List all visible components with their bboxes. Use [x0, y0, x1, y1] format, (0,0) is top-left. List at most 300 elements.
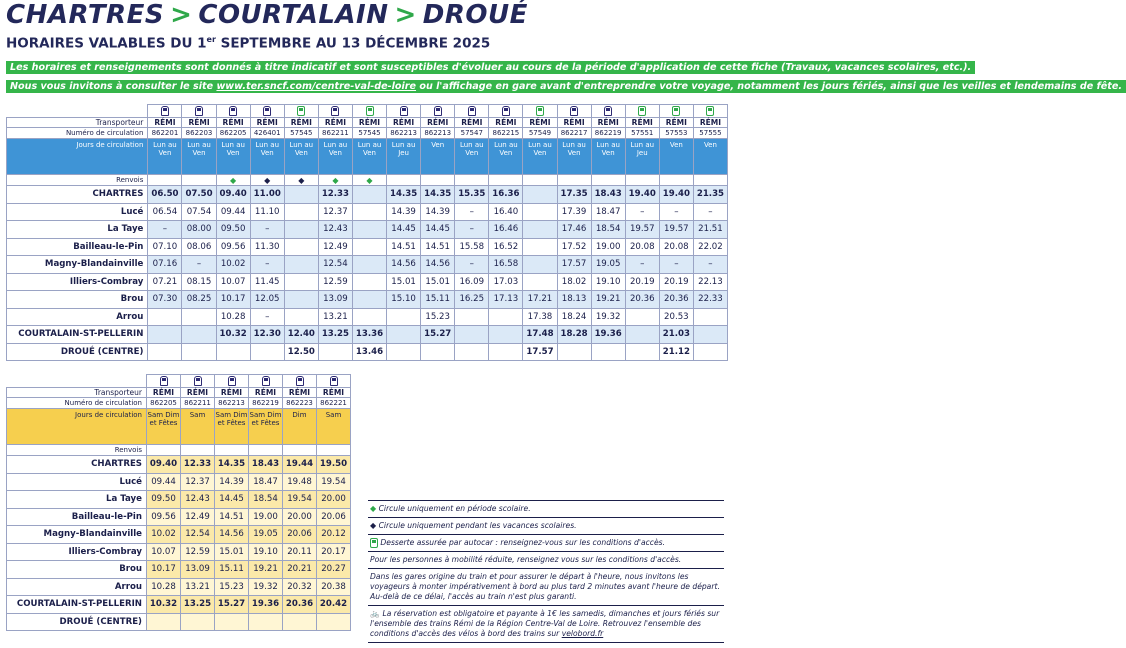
departure-time: –	[659, 203, 693, 221]
carrier-cell: RÉMI	[625, 118, 659, 128]
train-icon	[330, 376, 338, 386]
station-row	[7, 291, 728, 309]
departure-time: 20.38	[317, 578, 351, 596]
departure-time	[284, 273, 318, 291]
departure-time: 08.25	[182, 291, 216, 309]
carrier-row	[7, 388, 351, 398]
days-cell: Ven	[693, 139, 727, 175]
departure-time: 14.35	[421, 186, 455, 204]
departure-time: 09.50	[216, 221, 250, 239]
train-number-cell: 862201	[148, 128, 182, 139]
velobord-link[interactable]: velobord.fr	[561, 629, 604, 638]
train-number-row	[7, 398, 351, 409]
days-cell: Lun au Ven	[352, 139, 386, 175]
departure-time	[148, 308, 182, 326]
carrier-cell: RÉMI	[216, 118, 250, 128]
departure-time	[352, 308, 386, 326]
departure-time: 14.39	[421, 203, 455, 221]
validity-text: HORAIRES VALABLES DU 1	[6, 35, 207, 52]
departure-time	[249, 613, 283, 631]
station-name: Lucé	[7, 473, 147, 491]
train-icon	[195, 106, 203, 116]
departure-time	[284, 203, 318, 221]
departure-time: 20.36	[659, 291, 693, 309]
departure-time	[284, 256, 318, 274]
departure-time	[182, 326, 216, 344]
note-black	[368, 517, 724, 534]
train-icon	[161, 106, 169, 116]
departure-time: 20.19	[659, 273, 693, 291]
train-number-cell: 862219	[249, 398, 283, 409]
departure-time: 16.58	[489, 256, 523, 274]
green-diamond-icon: ◆	[332, 175, 339, 185]
departure-time: 12.43	[181, 491, 215, 509]
departure-time: 15.27	[215, 596, 249, 614]
station-row	[7, 186, 728, 204]
carrier-cell: RÉMI	[250, 118, 284, 128]
days-cell: Lun au Ven	[216, 139, 250, 175]
carrier-cell: RÉMI	[182, 118, 216, 128]
days-cell: Lun au Ven	[489, 139, 523, 175]
departure-time: 15.10	[387, 291, 421, 309]
departure-time	[523, 186, 557, 204]
renvois-cell	[455, 175, 489, 186]
departure-time: 17.21	[523, 291, 557, 309]
train-number-cell: 862213	[215, 398, 249, 409]
departure-time	[147, 613, 181, 631]
departure-time	[181, 613, 215, 631]
renvois-cell	[625, 175, 659, 186]
renvois-row	[7, 445, 351, 456]
departure-time: 14.56	[387, 256, 421, 274]
train-icon	[160, 376, 168, 386]
mode-cell	[591, 105, 625, 118]
departure-time: –	[659, 256, 693, 274]
departure-time: –	[693, 256, 727, 274]
train-icon	[228, 376, 236, 386]
renvois-cell	[215, 445, 249, 456]
departure-time: 14.35	[387, 186, 421, 204]
departure-time: 06.54	[148, 203, 182, 221]
mode-icon-row	[7, 375, 351, 388]
note-text: Circule uniquement pendant les vacances scolaires.	[378, 521, 577, 530]
departure-time: 12.30	[250, 326, 284, 344]
departure-time	[523, 273, 557, 291]
station-row	[7, 543, 351, 561]
station-row	[7, 273, 728, 291]
departure-time: 19.00	[591, 238, 625, 256]
departure-time: 10.07	[216, 273, 250, 291]
departure-time	[455, 308, 489, 326]
carrier-cell: RÉMI	[557, 118, 591, 128]
departure-time	[387, 326, 421, 344]
departure-time: 09.40	[216, 186, 250, 204]
train-icon	[331, 106, 339, 116]
station-name: Bailleau-le-Pin	[7, 508, 147, 526]
departure-time: 07.21	[148, 273, 182, 291]
departure-time: 09.44	[216, 203, 250, 221]
days-cell: Lun au Ven	[523, 139, 557, 175]
departure-time: 17.57	[557, 256, 591, 274]
departure-time: 20.42	[317, 596, 351, 614]
departure-time	[352, 221, 386, 239]
departure-time	[352, 203, 386, 221]
train-number-cell: 57547	[455, 128, 489, 139]
carrier-cell: RÉMI	[147, 388, 181, 398]
note-bus	[368, 534, 724, 551]
departure-time: 09.50	[147, 491, 181, 509]
departure-time	[284, 221, 318, 239]
station-row	[7, 256, 728, 274]
renvois-cell	[284, 175, 318, 186]
departure-time: 19.32	[249, 578, 283, 596]
days-cell: Ven	[659, 139, 693, 175]
station-row	[7, 343, 728, 361]
departure-time: 19.05	[591, 256, 625, 274]
train-icon	[400, 106, 408, 116]
departure-time: 09.56	[147, 508, 181, 526]
train-icon	[263, 106, 271, 116]
carrier-cell: RÉMI	[318, 118, 352, 128]
departure-time: 12.50	[284, 343, 318, 361]
station-name: Illiers-Combray	[7, 273, 148, 291]
mode-cell	[625, 105, 659, 118]
departure-time	[625, 308, 659, 326]
departure-time	[523, 238, 557, 256]
departure-time: 12.49	[318, 238, 352, 256]
train-number-cell: 862217	[557, 128, 591, 139]
station-name: Brou	[7, 561, 147, 579]
mode-cell	[181, 375, 215, 388]
note-text: Pour les personnes à mobilité réduite, renseignez vous sur les conditions d'accès.	[370, 555, 682, 564]
departure-time: 18.24	[557, 308, 591, 326]
station-row	[7, 578, 351, 596]
departure-time: 20.21	[283, 561, 317, 579]
departure-time: 10.17	[147, 561, 181, 579]
renvois-cell	[318, 175, 352, 186]
departure-time	[523, 221, 557, 239]
train-icon	[194, 376, 202, 386]
page-title	[6, 0, 528, 30]
departure-time: 12.54	[181, 526, 215, 544]
carrier-label: Transporteur	[7, 388, 147, 398]
departure-time: 15.58	[455, 238, 489, 256]
carrier-cell: RÉMI	[284, 118, 318, 128]
departure-time: 20.08	[625, 238, 659, 256]
departure-time: 12.59	[318, 273, 352, 291]
train-number-cell: 862221	[317, 398, 351, 409]
bus-icon	[536, 106, 544, 116]
departure-time: 14.45	[421, 221, 455, 239]
station-row	[7, 526, 351, 544]
banner-text: Nous vous invitons à consulter le site	[10, 81, 217, 92]
departure-time: 20.08	[659, 238, 693, 256]
departure-time: 17.52	[557, 238, 591, 256]
note-text: Circule uniquement en période scolaire.	[378, 504, 531, 513]
mode-cell	[249, 375, 283, 388]
mode-cell	[455, 105, 489, 118]
note-text: Dans les gares origine du train et pour assurer le départ à l'heure, nous invitons les voyageurs à monter impérativement à bord au plus tard 2 minutes avant l'heure de départ. Au-delà de ce délai, l'accès au train n'est plus garanti.	[370, 572, 720, 601]
mode-cell	[216, 105, 250, 118]
departure-time: 13.46	[352, 343, 386, 361]
departure-time: 12.37	[181, 473, 215, 491]
departure-time: 17.48	[523, 326, 557, 344]
mode-cell	[317, 375, 351, 388]
renvois-cell	[523, 175, 557, 186]
departure-time: 15.27	[421, 326, 455, 344]
carrier-cell: RÉMI	[421, 118, 455, 128]
mode-cell	[523, 105, 557, 118]
mode-cell	[387, 105, 421, 118]
note-text: Desserte assurée par autocar : renseignez-vous sur les conditions d'accès.	[380, 538, 665, 547]
bicycle-icon: 🚲	[370, 609, 380, 618]
departure-time	[591, 343, 625, 361]
departure-time: 20.11	[283, 543, 317, 561]
departure-time	[523, 256, 557, 274]
departure-time: 10.02	[216, 256, 250, 274]
renvois-row	[7, 175, 728, 186]
departure-time	[182, 308, 216, 326]
departure-time: 19.54	[283, 491, 317, 509]
renvois-cell	[557, 175, 591, 186]
departure-time: 19.57	[625, 221, 659, 239]
station-name: Arrou	[7, 308, 148, 326]
departure-time: 19.21	[249, 561, 283, 579]
days-label: Jours de circulation	[7, 409, 147, 445]
departure-time: 16.52	[489, 238, 523, 256]
departure-time: 21.51	[693, 221, 727, 239]
departure-time: 14.39	[387, 203, 421, 221]
info-banner-1	[6, 61, 975, 74]
departure-time: 20.12	[317, 526, 351, 544]
departure-time: 14.39	[215, 473, 249, 491]
station-row	[7, 203, 728, 221]
departure-time: 19.36	[591, 326, 625, 344]
departure-time: 12.40	[284, 326, 318, 344]
departure-time: 14.45	[215, 491, 249, 509]
departure-time	[489, 326, 523, 344]
departure-time	[216, 343, 250, 361]
departure-time	[625, 326, 659, 344]
departure-time: 19.32	[591, 308, 625, 326]
departure-time: 13.25	[181, 596, 215, 614]
mode-cell	[215, 375, 249, 388]
departure-time	[148, 343, 182, 361]
departure-time: 14.45	[387, 221, 421, 239]
departure-time	[250, 343, 284, 361]
departure-time	[387, 343, 421, 361]
carrier-cell: RÉMI	[659, 118, 693, 128]
departure-time: 18.54	[591, 221, 625, 239]
renvois-cell	[182, 175, 216, 186]
departure-time: 18.02	[557, 273, 591, 291]
days-cell: Lun au Ven	[284, 139, 318, 175]
departure-time: 18.43	[591, 186, 625, 204]
mode-cell	[147, 375, 181, 388]
departure-time: 15.23	[421, 308, 455, 326]
station-row	[7, 508, 351, 526]
departure-time: 19.10	[591, 273, 625, 291]
bus-icon	[706, 106, 714, 116]
station-name: CHARTRES	[7, 456, 147, 474]
departure-time	[625, 343, 659, 361]
train-icon	[570, 106, 578, 116]
weekend-timetable	[6, 374, 351, 631]
departure-time: 19.21	[591, 291, 625, 309]
departure-time	[352, 186, 386, 204]
departure-time: 14.51	[215, 508, 249, 526]
banner-text: ou l'affichage en gare avant d'entreprendre votre voyage, notamment les jours fériés, ainsi que les veilles et lendemains de fête.	[416, 81, 1122, 92]
departure-time: 16.25	[455, 291, 489, 309]
banner-text: Les horaires et renseignements sont donnés à titre indicatif et sont susceptibles d'évoluer au cours de la période d'application de cette fiche (Travaux, vacances scolaires, etc.).	[10, 62, 972, 73]
departure-time: 17.13	[489, 291, 523, 309]
departure-time: 19.10	[249, 543, 283, 561]
departure-time	[455, 343, 489, 361]
departure-time: 12.05	[250, 291, 284, 309]
departure-time: 22.02	[693, 238, 727, 256]
departure-time: 10.17	[216, 291, 250, 309]
departure-time: 13.21	[181, 578, 215, 596]
departure-time: 10.28	[147, 578, 181, 596]
days-row	[7, 409, 351, 445]
mode-cell	[182, 105, 216, 118]
departure-time: 15.01	[387, 273, 421, 291]
days-cell: Ven	[421, 139, 455, 175]
bus-icon	[366, 106, 374, 116]
renvois-label: Renvois	[7, 175, 148, 186]
departure-time: 22.33	[693, 291, 727, 309]
departure-time	[421, 343, 455, 361]
departure-time	[318, 343, 352, 361]
departure-time: 15.01	[421, 273, 455, 291]
days-cell: Lun au Ven	[148, 139, 182, 175]
departure-time: 12.54	[318, 256, 352, 274]
departure-time: 20.36	[283, 596, 317, 614]
departure-time: –	[625, 256, 659, 274]
carrier-cell: RÉMI	[148, 118, 182, 128]
train-number-cell: 57545	[284, 128, 318, 139]
station-name: Magny-Blandainville	[7, 526, 147, 544]
departure-time: –	[455, 203, 489, 221]
mode-cell	[318, 105, 352, 118]
renvois-cell	[317, 445, 351, 456]
departure-time: 15.35	[455, 186, 489, 204]
station-row	[7, 491, 351, 509]
black-diamond-icon: ◆	[370, 521, 377, 530]
departure-time	[455, 326, 489, 344]
station-row	[7, 238, 728, 256]
departure-time: 08.15	[182, 273, 216, 291]
departure-time: 19.40	[659, 186, 693, 204]
train-number-row	[7, 128, 728, 139]
carrier-row	[7, 118, 728, 128]
departure-time	[693, 308, 727, 326]
bus-icon	[638, 106, 646, 116]
train-number-cell: 862213	[387, 128, 421, 139]
departure-time: 21.03	[659, 326, 693, 344]
departure-time	[284, 238, 318, 256]
station-row	[7, 596, 351, 614]
departure-time: 12.43	[318, 221, 352, 239]
departure-time: 17.39	[557, 203, 591, 221]
departure-time: 10.07	[147, 543, 181, 561]
weekday-timetable	[6, 104, 728, 361]
station-name: Magny-Blandainville	[7, 256, 148, 274]
departure-time: 13.21	[318, 308, 352, 326]
days-cell: Sam Dim et Fêtes	[215, 409, 249, 445]
departure-time: 17.35	[557, 186, 591, 204]
departure-time: –	[455, 256, 489, 274]
empty-cell	[7, 375, 147, 388]
bus-icon	[672, 106, 680, 116]
departure-time: 16.09	[455, 273, 489, 291]
black-diamond-icon: ◆	[298, 175, 305, 185]
departure-time: 15.11	[215, 561, 249, 579]
departure-time: 13.25	[318, 326, 352, 344]
days-cell: Sam	[181, 409, 215, 445]
renvois-cell	[591, 175, 625, 186]
departure-time: 17.38	[523, 308, 557, 326]
carrier-cell: RÉMI	[591, 118, 625, 128]
station-row	[7, 613, 351, 631]
departure-time: 20.19	[625, 273, 659, 291]
days-cell: Lun au Ven	[250, 139, 284, 175]
mode-cell	[283, 375, 317, 388]
days-cell: Lun au Ven	[591, 139, 625, 175]
departure-time: 18.43	[249, 456, 283, 474]
ter-website-link[interactable]: www.ter.sncf.com/centre-val-de-loire	[216, 81, 417, 92]
green-diamond-icon: ◆	[230, 175, 237, 185]
days-label: Jours de circulation	[7, 139, 148, 175]
carrier-cell: RÉMI	[317, 388, 351, 398]
departure-time: –	[625, 203, 659, 221]
departure-time: 18.13	[557, 291, 591, 309]
departure-time: 15.01	[215, 543, 249, 561]
departure-time	[693, 326, 727, 344]
days-cell: Lun au Jeu	[387, 139, 421, 175]
mode-cell	[284, 105, 318, 118]
departure-time: –	[250, 308, 284, 326]
note-text: La réservation est obligatoire et payante à 1€ les samedis, dimanches et jours fériés sur l'ensemble des trains Rémi de la Région Centre-Val de Loire. Retrouvez l'ensemble des conditions d'accès des vélos à bord des trains sur	[370, 609, 720, 638]
station-name: Lucé	[7, 203, 148, 221]
departure-time	[352, 291, 386, 309]
train-icon	[296, 376, 304, 386]
departure-time: 14.51	[421, 238, 455, 256]
departure-time: 20.06	[317, 508, 351, 526]
departure-time: 15.23	[215, 578, 249, 596]
carrier-cell: RÉMI	[523, 118, 557, 128]
departure-time	[523, 203, 557, 221]
station-name: DROUÉ (CENTRE)	[7, 343, 148, 361]
train-number-cell: 862219	[591, 128, 625, 139]
departure-time	[284, 308, 318, 326]
departure-time	[693, 343, 727, 361]
black-diamond-icon: ◆	[264, 175, 271, 185]
departure-time	[284, 291, 318, 309]
departure-time: 07.50	[182, 186, 216, 204]
renvois-cell	[489, 175, 523, 186]
note-green	[368, 500, 724, 517]
departure-time: 19.36	[249, 596, 283, 614]
train-number-cell: 57553	[659, 128, 693, 139]
departure-time: 09.44	[147, 473, 181, 491]
bus-icon	[297, 106, 305, 116]
departure-time: 09.40	[147, 456, 181, 474]
renvois-cell	[147, 445, 181, 456]
empty-cell	[7, 105, 148, 118]
carrier-cell: RÉMI	[455, 118, 489, 128]
departure-time: 07.16	[148, 256, 182, 274]
